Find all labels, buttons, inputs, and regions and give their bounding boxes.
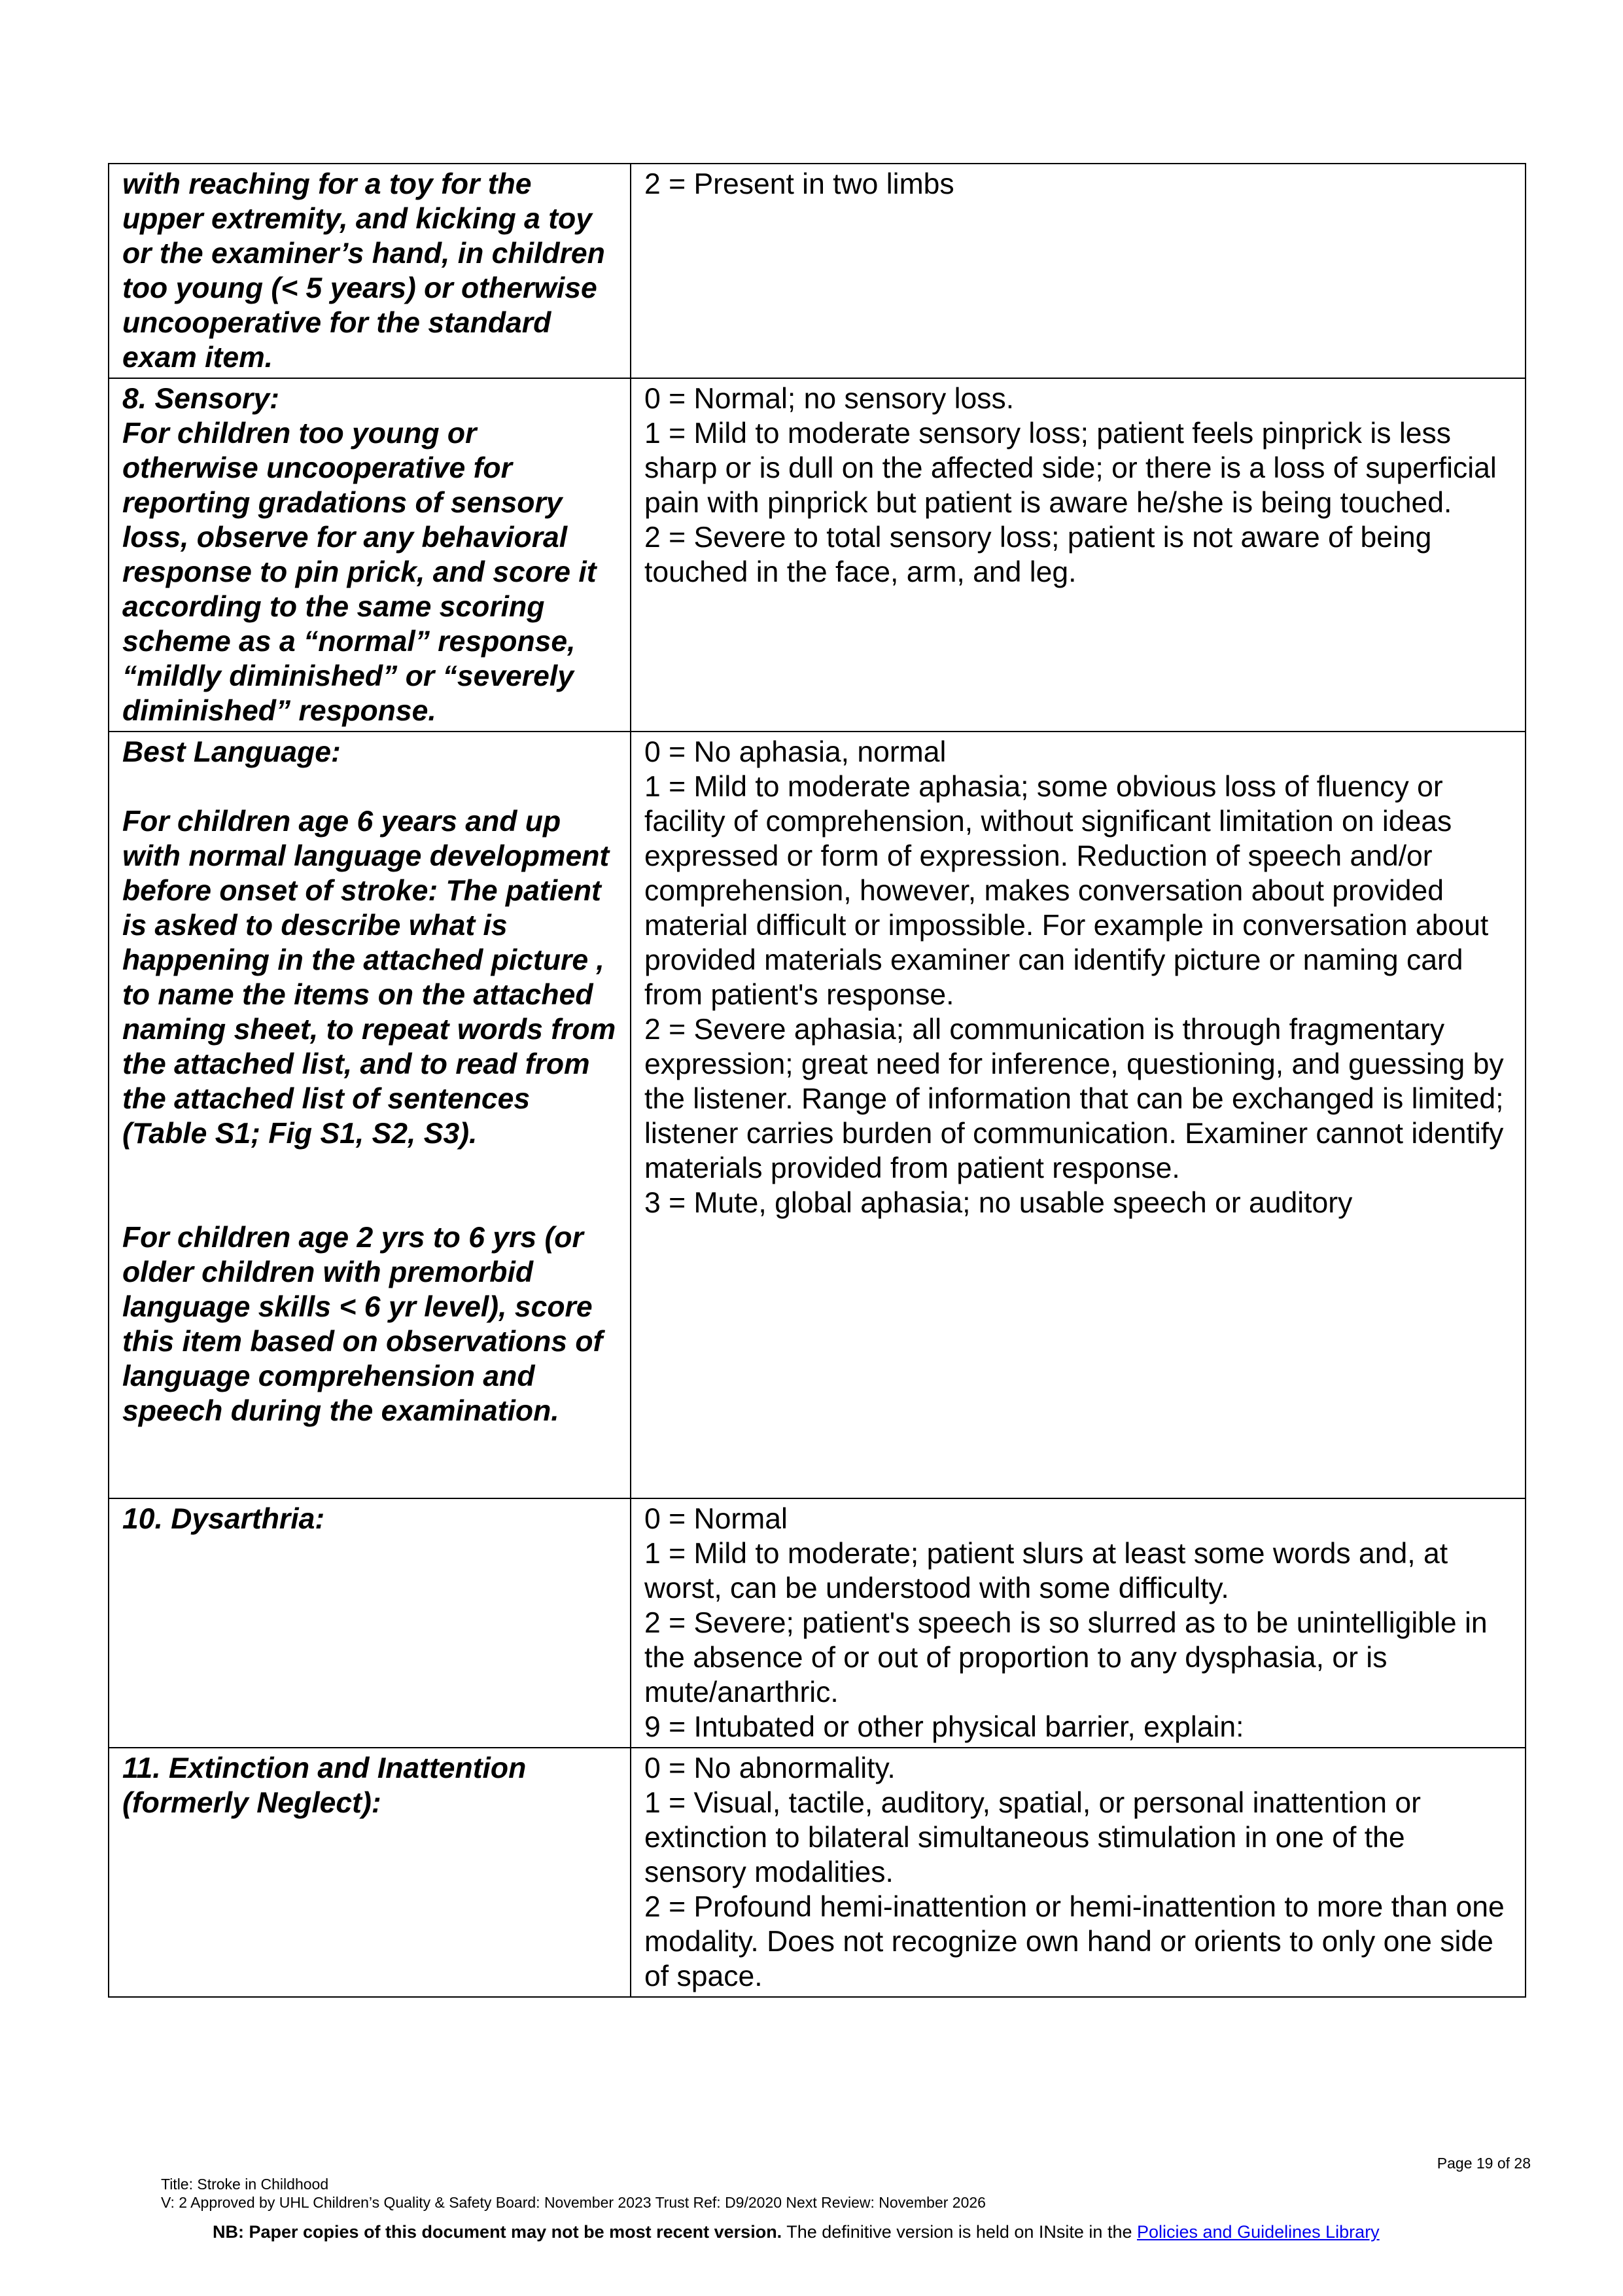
score-option: 0 = Normal [644,1503,788,1535]
score-options-cell [631,732,1526,1498]
score-option: 2 = Severe to total sensory loss; patient is not aware of being touched in the face, arm, and leg. [644,521,1432,588]
document-version: V: 2 Approved by UHL Children’s Quality & Safety Board: November 2023 Trust Ref: D9/2020 Next Review: November 2026 [161,2194,986,2211]
score-option: 9 = Intubated or other physical barrier, explain: [644,1711,1244,1743]
score-option: 2 = Present in two limbs [644,168,954,200]
policies-library-link[interactable]: Policies and Guidelines Library [1136,2222,1380,2242]
nihss-scale-table [108,163,1526,1998]
score-option: 0 = No abnormality. [644,1752,896,1784]
score-options-cell [631,1748,1526,1997]
item-text: For children age 6 years and up with normal language development before onset of stroke: The patient is asked to describe what is happening in the attached picture , to name the items on the attached naming sheet, to repeat words from the attached list, and to read from the attached list of sentences (Table S1; Fig S1, S2, S3). [122,805,616,1150]
score-option: 0 = Normal; no sensory loss. [644,383,1015,415]
score-option: 1 = Visual, tactile, auditory, spatial, or personal inattention or extinction to bilateral simultaneous stimulation in one of the sensory modalities. [644,1787,1421,1888]
notice-bold: NB: Paper copies of this document may not be most recent version. [213,2222,782,2242]
item-text: For children age 2 yrs to 6 yrs (or older children with premorbid language skills < 6 yr level), score this item based on observations of language comprehension and speech during the examination. [122,1222,603,1427]
item-text: with reaching for a toy for the upper extremity, and kicking a toy or the examiner’s hand, in children too young (< 5 years) or otherwise uncooperative for the standard exam item. [122,168,605,374]
score-options-cell [631,378,1526,732]
page-number: Page 19 of 28 [1437,2155,1531,2172]
item-text: For children too young or otherwise uncooperative for reporting gradations of sensory loss, observe for any behavioral response to pin prick, and score it according to the same scoring scheme as a “normal” response, “mildly diminished” or “severely diminished” response. [122,417,597,727]
score-option: 2 = Severe; patient's speech is so slurred as to be unintelligible in the absence of or out of proportion to any dysphasia, or is mute/anarthric. [644,1607,1488,1708]
item-description-cell [109,1748,631,1997]
paper-copy-notice [213,2221,1380,2242]
score-option: 2 = Profound hemi-inattention or hemi-inattention to more than one modality. Does not recognize own hand or orients to only one side of space. [644,1891,1505,1992]
item-description-cell [109,378,631,732]
item-description-cell [109,732,631,1498]
table-row [109,1498,1526,1748]
score-option: 1 = Mild to moderate aphasia; some obvious loss of fluency or facility of comprehension, without significant limitation on ideas expressed or form of expression. Reduction of speech and/or comprehension, however, makes conversation about provided material difficult or impossible. For example in conversation about provided materials examiner can identify picture or naming card from patient's response. [644,771,1489,1011]
score-option: 2 = Severe aphasia; all communication is through fragmentary expression; great need for inference, questioning, and guessing by the listener. Range of information that can be exchanged is limited; listener carries burden of communication. Examiner cannot identify materials provided from patient response. [644,1014,1504,1184]
score-options-cell [631,1498,1526,1748]
item-title: Best Language: [122,736,341,768]
score-option: 0 = No aphasia, normal [644,736,947,768]
item-title: 8. Sensory: [122,383,279,415]
item-description-cell [109,164,631,378]
notice-text: The definitive version is held on INsite in the [782,2222,1137,2242]
item-title: 10. Dysarthria: [122,1503,325,1535]
score-option: 1 = Mild to moderate; patient slurs at least some words and, at worst, can be understood with some difficulty. [644,1538,1448,1604]
score-option: 3 = Mute, global aphasia; no usable speech or auditory [644,1187,1353,1219]
table-row [109,1748,1526,1997]
score-option: 1 = Mild to moderate sensory loss; patient feels pinprick is less sharp or is dull on the affected side; or there is a loss of superficial pain with pinprick but patient is aware he/she is being touched. [644,417,1497,519]
table-row [109,378,1526,732]
table-row [109,164,1526,378]
item-description-cell [109,1498,631,1748]
table-row [109,732,1526,1498]
item-title: 11. Extinction and Inattention (formerly Neglect): [122,1752,527,1819]
document-title: Title: Stroke in Childhood [161,2176,329,2193]
score-options-cell [631,164,1526,378]
